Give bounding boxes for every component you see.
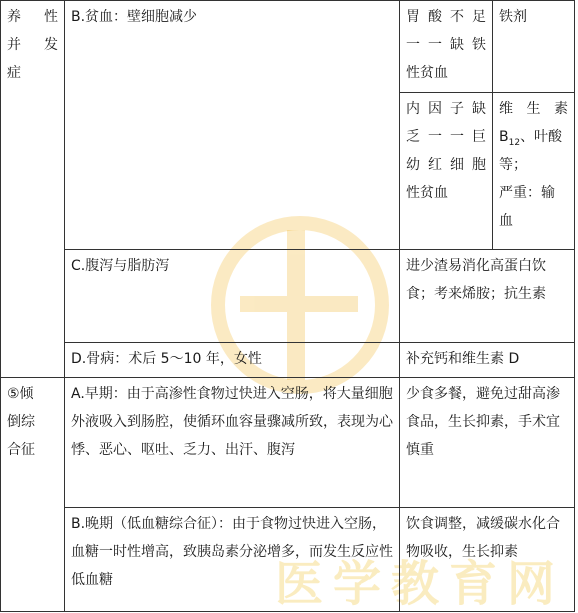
item-dumping-late: B.晚期（低血糖综合征）：由于食物过快进入空肠，血糖一时性增高，致胰岛素分泌增多，而发生反应性低血糖	[65, 508, 400, 612]
treatment-subscript: 12	[508, 137, 521, 148]
category-dumping-syndrome	[1, 378, 65, 612]
cause-iron-deficiency	[400, 1, 493, 93]
treatment-after: 、叶酸	[520, 129, 563, 145]
cause-line: 乏一一巨	[406, 129, 486, 145]
treatment-bone-disease: 补充钙和维生素 D	[400, 343, 575, 378]
cause-line: 一一缺铁	[406, 37, 486, 53]
watermark-text: 医学教育网	[275, 556, 566, 612]
treatment-dumping-early: 少食多餐，避免过甜高渗食品，生长抑素，手术宜慎重	[400, 378, 575, 508]
cause-megaloblastic	[400, 93, 493, 250]
cause-line: 性贫血	[406, 65, 448, 81]
category-line: 养 性	[7, 9, 58, 25]
cause-line: 内因子缺	[406, 101, 486, 117]
treatment-iron: 铁剂	[493, 1, 575, 93]
category-line: 并 发	[7, 37, 58, 53]
item-dumping-early: A.早期：由于高渗性食物过快进入空肠，将大量细胞外液吸入到肠腔，使循环血容量骤减所致，表现为心悸、恶心、呕吐、乏力、出汗、腹泻	[65, 378, 400, 508]
cause-line: 幼红细胞	[406, 157, 486, 173]
treatment-line: 等；	[499, 157, 527, 173]
item-bone-disease: D.骨病：术后 5～10 年，女性	[65, 343, 400, 378]
treatment-line: 严重：输	[499, 185, 555, 201]
category-line: 合征	[7, 442, 35, 458]
treatment-diarrhea: 进少渣易消化高蛋白饮食；考来烯胺；抗生素	[400, 250, 575, 343]
category-nutritional-complications	[1, 1, 65, 378]
category-line: 症	[7, 65, 21, 81]
treatment-line: 维 生 素	[499, 101, 568, 117]
treatment-b12-folate	[493, 93, 575, 250]
category-line: 倒综	[7, 414, 35, 430]
cause-line: 胃酸不足	[406, 9, 486, 25]
cause-line: 性贫血	[406, 185, 448, 201]
category-line: ⑤倾	[7, 386, 34, 402]
treatment-dumping-late: 饮食调整，减缓碳水化合物吸收，生长抑素	[400, 508, 575, 612]
item-anemia: B.贫血：壁细胞减少	[65, 1, 400, 250]
treatment-b: B	[499, 129, 509, 145]
item-diarrhea: C.腹泻与脂肪泻	[65, 250, 400, 343]
treatment-line: 血	[499, 213, 513, 229]
